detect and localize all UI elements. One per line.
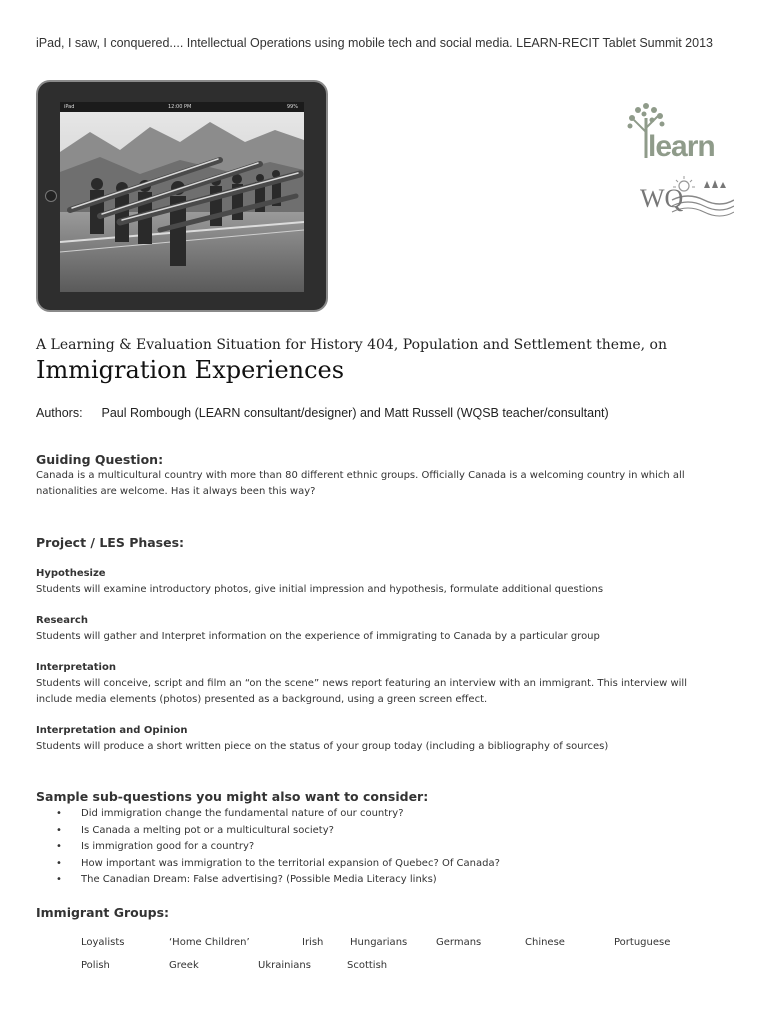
phase-title-hypothesize: Hypothesize xyxy=(36,568,106,579)
authors-line xyxy=(36,406,609,420)
phase-title-opinion: Interpretation and Opinion xyxy=(36,725,188,736)
ipad-status-battery: 99% xyxy=(286,104,298,110)
phase-title-research: Research xyxy=(36,615,88,626)
list-item: • Did immigration change the fundamental nature of our country? xyxy=(56,806,500,823)
phase-text-opinion: Students will produce a short written piece on the status of your group today (including a bibliography of sources) xyxy=(36,741,609,752)
group-item: Greek xyxy=(169,960,199,971)
learn-logo-text: learn xyxy=(648,130,715,163)
group-item: Germans xyxy=(436,937,482,948)
document-title: Immigration Experiences xyxy=(36,356,345,384)
guiding-question-text: Canada is a multicultural country with more than 80 different ethnic groups. Officially Canada is a welcoming country in which all nationalities are welcome. Has it always been this way? xyxy=(36,470,685,497)
phase-text-hypothesize: Students will examine introductory photos, give initial impression and hypothesis, formulate additional questions xyxy=(36,584,604,595)
authors-value: Paul Rombough (LEARN consultant/designer) and Matt Russell (WQSB teacher/consultant) xyxy=(101,406,609,420)
group-item: ‘Home Children’ xyxy=(169,937,250,948)
wq-logo-text: WQ xyxy=(640,184,684,213)
ipad-status-device: iPad xyxy=(64,104,75,110)
group-item: Loyalists xyxy=(81,937,125,948)
phase-text-interpretation: Students will conceive, script and film an “on the scene” news report featuring an interview with an immigrant. This interview will include media elements (photos) presented as a background, using a green screen effect. xyxy=(36,678,687,705)
immigrant-groups-heading: Immigrant Groups: xyxy=(36,905,170,920)
subquestions-heading: Sample sub-questions you might also want to consider: xyxy=(36,789,429,804)
group-item: Ukrainians xyxy=(258,960,311,971)
guiding-question-heading: Guiding Question: xyxy=(36,452,164,467)
ipad-frame-image xyxy=(36,80,328,312)
immigrant-workers-photo xyxy=(60,112,304,292)
group-item: Chinese xyxy=(525,937,565,948)
list-item: • Is Canada a melting pot or a multicultural society? xyxy=(56,823,500,840)
subquestions-list xyxy=(56,806,500,889)
phases-heading: Project / LES Phases: xyxy=(36,535,185,550)
phase-text-research: Students will gather and Interpret information on the experience of immigrating to Canada by a particular group xyxy=(36,631,600,642)
ipad-status-time: 12:00 PM xyxy=(168,104,192,110)
group-item: Scottish xyxy=(347,960,388,971)
list-item: • The Canadian Dream: False advertising? (Possible Media Literacy links) xyxy=(56,872,500,889)
authors-label: Authors: xyxy=(36,406,83,420)
learn-logo xyxy=(626,100,736,170)
list-item: • How important was immigration to the territorial expansion of Quebec? Of Canada? xyxy=(56,856,500,873)
ipad-screen xyxy=(60,102,304,292)
group-item: Portuguese xyxy=(614,937,671,948)
group-item: Polish xyxy=(81,960,110,971)
list-item: • Is immigration good for a country? xyxy=(56,839,500,856)
group-item: Hungarians xyxy=(350,937,408,948)
wqsb-logo xyxy=(638,172,734,222)
ipad-status-bar xyxy=(60,102,304,112)
group-item: Irish xyxy=(302,937,324,948)
summit-header: iPad, I saw, I conquered.... Intellectual Operations using mobile tech and social media. LEARN-RECIT Tablet Summit 2013 xyxy=(36,36,713,50)
ipad-home-button xyxy=(45,190,57,202)
document-subtitle: A Learning & Evaluation Situation for History 404, Population and Settlement theme, on xyxy=(36,337,667,353)
phase-title-interpretation: Interpretation xyxy=(36,662,116,673)
